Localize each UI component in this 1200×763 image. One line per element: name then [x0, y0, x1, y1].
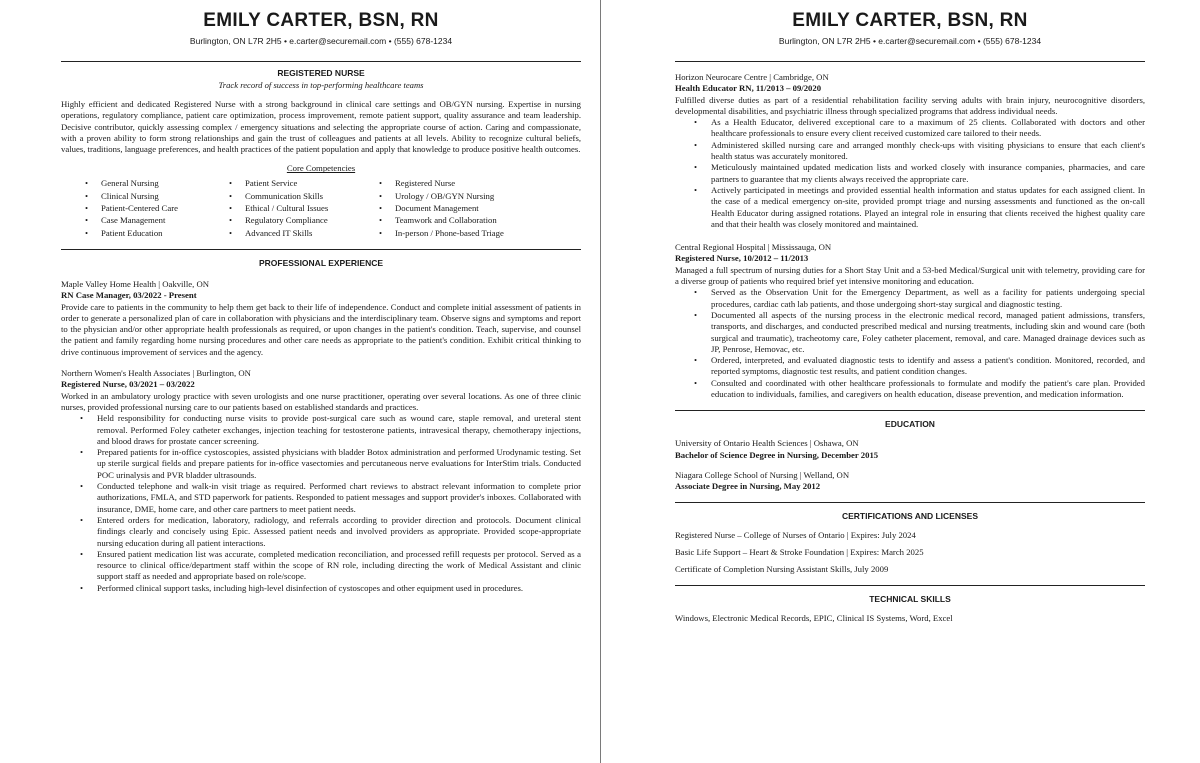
job-bullet: • Actively participated in meetings and provided essential health information and status updates for each assigned client. In the case of a medical emergency on-site, provided prompt triage and nursing assessments and functioned as the on-call Health Educator during assigned rotations. Played an integral role in ensuring that clients received the highest quality care and that their health was closely monitored and maintained.	[711, 185, 1145, 230]
competency-item: • Registered Nurse	[377, 177, 581, 189]
competencies-column-1	[61, 177, 227, 238]
job-bullets	[675, 117, 1145, 230]
competency-item: • In-person / Phone-based Triage	[377, 227, 581, 239]
job-role: RN Case Manager, 03/2022 - Present	[61, 290, 197, 301]
job-entry	[675, 242, 1145, 400]
job-role: Registered Nurse, 03/2021 – 03/2022	[61, 379, 195, 390]
skills-text: Windows, Electronic Medical Records, EPIC, Clinical IS Systems, Word, Excel	[675, 613, 953, 624]
education-school: University of Ontario Health Sciences | Oshawa, ON	[675, 438, 859, 449]
job-bullet: • Conducted telephone and walk-in visit triage as required. Performed chart reviews to abstract relevant information to complete prior authorizations, FMLA, and STD paperwork for patients. Responded to patient messages and support provider's inboxes. Collaborated with insurance, DME, home care, and other care partners to meet patient needs.	[97, 481, 581, 515]
job-description: Managed a full spectrum of nursing duties for a Short Stay Unit and a 53-bed Medical/Surgical unit with telemetry, providing care for a diverse group of patients who required brief yet intensive monitoring and education.	[675, 264, 1145, 287]
job-role: Health Educator RN, 11/2013 – 09/2020	[675, 83, 822, 94]
resume-page-2	[605, 0, 1200, 763]
certification-item: Basic Life Support – Heart & Stroke Foundation | Expires: March 2025	[675, 546, 924, 557]
competency-item: • Advanced IT Skills	[227, 227, 377, 239]
resume-page-1	[0, 0, 595, 763]
competency-item: • Teamwork and Collaboration	[377, 214, 581, 226]
job-description: Fulfilled diverse duties as part of a residential rehabilitation facility serving adults with brain injury, neurocognitive disorders, developmental disabilities, and psychiatric illness through specialized programs that address individual needs.	[675, 94, 1145, 116]
job-entry	[61, 279, 581, 358]
education-degree: Bachelor of Science Degree in Nursing, December 2015	[675, 449, 879, 460]
job-bullet: • Performed clinical support tasks, including high-level disinfection of cystoscopes and other equipment used in procedures.	[97, 583, 581, 594]
job-entry	[675, 72, 1145, 230]
job-bullet: • Entered orders for medication, laboratory, radiology, and referrals according to provider direction and protocols. Document clinical findings clearly and concisely using Epic. Assessed patient needs and involved providers as appropriate. Provided scope-appropriate nursing education during all patient interactions.	[97, 515, 581, 549]
summary-text: Highly efficient and dedicated Registered Nurse with a strong background in clinical care settings and OB/GYN nursing. Expertise in nursing operations, regulatory compliance, patient care optimization, process improvement, remote patient support, quality assurance and team leadership. Decisive contributor, quickly assessing complex / emergency situations and selecting the appropriate course of action. Caring and compassionate, with a proven ability to form strong relationships and gain the trust of colleagues and patients at all levels. Ability to recognize cultural beliefs, values, traditions, language preferences, and health practices of the patient population and apply that knowledge to produce positive health outcomes.	[61, 99, 581, 155]
job-bullet: • Consulted and coordinated with other healthcare professionals to formulate and modify the patient's care plan. Provided education to individuals, families, and caregivers on health education, disease prevention, and medication information.	[711, 378, 1145, 401]
candidate-name: EMILY CARTER, BSN, RN	[792, 10, 1028, 31]
competencies-column-2	[227, 177, 377, 238]
competency-item: • Document Management	[377, 202, 581, 214]
job-bullet: • Held responsibility for conducting nurse visits to provide post-surgical care such as wound care, staple removal, and ureteral stent removal. Performed Foley catheter exchanges, injection teaching for testosterone patients, intravesical therapy, chemotherapy injections, and blood draws for prostate cancer screening.	[97, 413, 581, 447]
job-entry	[61, 368, 581, 594]
competency-item: • Regulatory Compliance	[227, 214, 377, 226]
section-divider	[675, 585, 1145, 586]
contact-info: Burlington, ON L7R 2H5 • e.carter@securemail.com • (555) 678-1234	[778, 36, 1042, 46]
competency-item: • Patient Service	[227, 177, 377, 189]
section-divider	[675, 502, 1145, 503]
section-divider	[675, 61, 1145, 62]
section-divider	[61, 61, 581, 62]
certifications-title: CERTIFICATIONS AND LICENSES	[841, 510, 978, 521]
education-degree: Associate Degree in Nursing, May 2012	[675, 481, 821, 492]
education-title: EDUCATION	[885, 419, 935, 430]
competency-item: • Communication Skills	[227, 190, 377, 202]
job-employer: Northern Women's Health Associates | Burlington, ON	[61, 368, 251, 379]
job-description: Provide care to patients in the community to help them get back to their life of independence. Conduct and complete initial assessment of patients in order to generate a personalized plan of care in collaboration with physicians and the interdisciplinary team. Observe signs and symptoms and report to the physician and/or other appropriate health professionals as required, or upon changes in the patient's condition. Teach, supervise, and counsel the patient and family regarding home nursing procedures and other care needs as appropriate to the patient's condition. Exhibit critical thinking to drive continuous improvement of services and the agency.	[61, 301, 581, 357]
competency-item: • Patient-Centered Care	[83, 202, 227, 214]
competencies-column-3	[377, 177, 581, 238]
job-bullet: • As a Health Educator, delivered exceptional care to a maximum of 25 clients. Collaborated with doctors and other healthcare professionals to ensure every client received customized care tailored to their needs.	[711, 117, 1145, 140]
contact-info: Burlington, ON L7R 2H5 • e.carter@securemail.com • (555) 678-1234	[189, 36, 453, 46]
education-entry	[675, 438, 1145, 461]
job-bullets	[61, 413, 581, 594]
job-bullets	[675, 287, 1145, 400]
education-school: Niagara College School of Nursing | Welland, ON	[675, 469, 850, 480]
summary-tagline: Track record of success in top-performing healthcare teams	[218, 80, 424, 90]
competency-item: • Clinical Nursing	[83, 190, 227, 202]
competencies-grid	[61, 177, 581, 238]
job-description: Worked in an ambulatory urology practice with seven urologists and one nurse practitioner, operating over several locations. As one of three clinic nurses, provided professional nursing care to our patients based on established standards and practices.	[61, 390, 581, 412]
job-bullet: • Prepared patients for in-office cystoscopies, assisted physicians with bladder Botox administration and performed Urodynamic testing. Set up sterile surgical fields and prepare patients for in-office vasectomies and percutaneous nerve evaluations for InterStim trials. Conducted POC urinalysis and PVR bladder ultrasounds.	[97, 447, 581, 481]
job-bullet: • Served as the Observation Unit for the Emergency Department, as well as a facility for patients undergoing special procedures, cardiac cath lab patients, and those undergoing short-stay surgical and diagnostic testing.	[711, 287, 1145, 310]
job-role: Registered Nurse, 10/2012 – 11/2013	[675, 253, 809, 264]
job-employer: Maple Valley Home Health | Oakville, ON	[61, 278, 210, 289]
section-divider	[61, 249, 581, 250]
competency-item: • General Nursing	[83, 177, 227, 189]
competencies-title: Core Competencies	[286, 163, 356, 174]
experience-title: PROFESSIONAL EXPERIENCE	[258, 257, 384, 268]
page-divider	[600, 0, 601, 763]
job-employer: Central Regional Hospital | Mississauga, ON	[675, 242, 832, 253]
education-entry	[675, 470, 1145, 493]
job-bullet: • Ensured patient medication list was accurate, completed medication reconciliation, and processed refill requests per protocol. Served as a resource to clinical office/department staff within the scope of RN role, including directing the work of Medical Assistant and clinic support staff as needed and appropriate based on role/scope.	[97, 549, 581, 583]
job-bullet: • Ordered, interpreted, and evaluated diagnostic tests to identify and assess a patient's condition. Monitored, recorded, and reported symptoms, diagnostic test results, and patient condition changes.	[711, 355, 1145, 378]
competency-item: • Patient Education	[83, 227, 227, 239]
skills-title: TECHNICAL SKILLS	[869, 594, 951, 605]
certification-item: Registered Nurse – College of Nurses of Ontario | Expires: July 2024	[675, 529, 916, 540]
job-bullet: • Documented all aspects of the nursing process in the electronic medical record, managed patient admissions, transfers, transports, and discharges, and conducted prescribed medical and nursing treatments, including skin and wound care (both surgical and traumatic), tracheotomy care, Foley catheter placement, removal, and care. Managed drainage devices such as JP, Penrose, Hemovac, etc.	[711, 310, 1145, 355]
summary-title: REGISTERED NURSE	[277, 68, 365, 78]
competency-item: • Urology / OB/GYN Nursing	[377, 190, 581, 202]
job-employer: Horizon Neurocare Centre | Cambridge, ON	[675, 72, 829, 82]
candidate-name: EMILY CARTER, BSN, RN	[203, 10, 439, 31]
job-bullet: • Meticulously maintained updated medication lists and worked closely with insurance companies, pharmacies, and care partners to guarantee that my clients always received the appropriate care.	[711, 162, 1145, 185]
competency-item: • Ethical / Cultural Issues	[227, 202, 377, 214]
competency-item: • Case Management	[83, 214, 227, 226]
section-divider	[675, 410, 1145, 411]
job-bullet: • Administered skilled nursing care and arranged monthly check-ups with visiting physicians to ensure that each client's health status was accurately monitored.	[711, 140, 1145, 163]
certification-item: Certificate of Completion Nursing Assistant Skills, July 2009	[675, 564, 889, 575]
